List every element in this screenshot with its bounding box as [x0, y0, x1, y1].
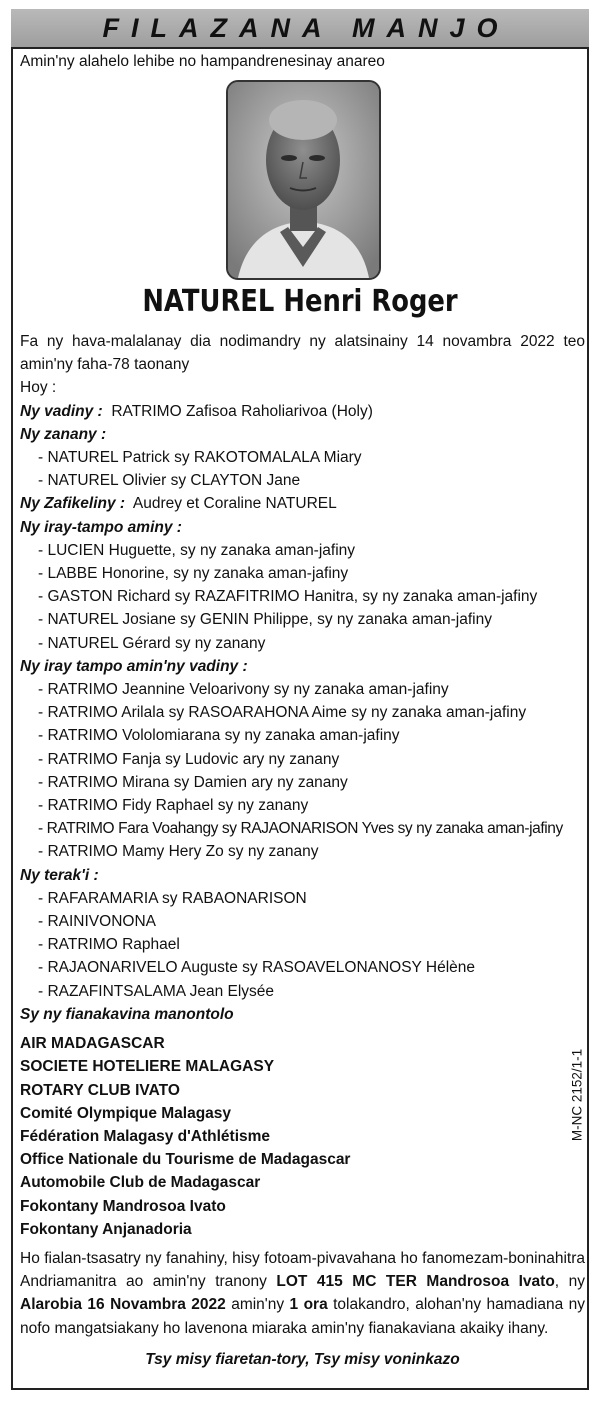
portrait-photo — [226, 80, 381, 280]
children-item: - NATUREL Patrick sy RAKOTOMALALA Miary — [38, 449, 362, 467]
deceased-name: NATUREL Henri Roger — [142, 284, 458, 319]
header-banner — [11, 9, 589, 49]
spouse-siblings-item: - RATRIMO Mamy Hery Zo sy ny zanany — [38, 843, 319, 861]
grandchildren-line — [20, 492, 585, 515]
siblings-item: - NATUREL Josiane sy GENIN Philippe, sy ny zanaka aman-jafiny — [38, 611, 492, 629]
organization-item: AIR MADAGASCAR — [20, 1035, 165, 1053]
organization-item: Fokontany Anjanadoria — [20, 1220, 192, 1238]
reference-code: M-NC 2152/1-1 — [569, 1048, 585, 1142]
closing-paragraph — [20, 1247, 585, 1340]
spouse-name: RATRIMO Zafisoa Raholiarivoa (Holy) — [111, 402, 373, 420]
siblings-item: - LABBE Honorine, sy ny zanaka aman-jafiny — [38, 565, 349, 583]
closing-text: , ny — [554, 1273, 585, 1291]
relatives-item: - RAINIVONONA — [38, 913, 156, 931]
relatives-item: - RAJAONARIVELO Auguste sy RASOAVELONANOSY Hélène — [38, 959, 476, 977]
family-line: Sy ny fianakavina manontolo — [20, 1005, 234, 1023]
organization-item: Fédération Malagasy d'Athlétisme — [20, 1127, 271, 1145]
spouse-siblings-item: - RATRIMO Vololomiarana sy ny zanaka aman-jafiny — [38, 727, 400, 745]
organization-item: Office Nationale du Tourisme de Madagascar — [20, 1151, 351, 1169]
closing-date: Alarobia 16 Novambra 2022 — [20, 1296, 226, 1314]
spouse-siblings-item: - RATRIMO Jeannine Veloarivony sy ny zanaka aman-jafiny — [38, 681, 449, 699]
siblings-item: - NATUREL Gérard sy ny zanany — [38, 634, 266, 652]
closing-location: LOT 415 MC TER Mandrosoa Ivato — [276, 1273, 555, 1291]
spouse-siblings-label: Ny iray tampo amin'ny vadiny : — [20, 657, 248, 675]
siblings-item: - LUCIEN Huguette, sy ny zanaka aman-jafiny — [38, 541, 356, 559]
organizations-list — [20, 1032, 585, 1241]
siblings-item: - GASTON Richard sy RAZAFITRIMO Hanitra, sy ny zanaka aman-jafiny — [38, 588, 538, 606]
spouse-label: Ny vadiny : — [20, 402, 103, 420]
organization-item: Fokontany Mandrosoa Ivato — [20, 1197, 226, 1215]
organization-item: SOCIETE HOTELIERE MALAGASY — [20, 1058, 275, 1076]
grandchildren-names: Audrey et Coraline NATUREL — [132, 495, 337, 513]
notice-body — [20, 330, 585, 1386]
spouse-siblings-item: - RATRIMO Fanja sy Ludovic ary ny zanany — [38, 750, 340, 768]
spouse-siblings-item: - RATRIMO Fara Voahangy sy RAJAONARISON Yves sy ny zanaka aman-jafiny — [38, 820, 563, 838]
relatives-item: - RAFARAMARIA sy RABAONARISON — [38, 889, 307, 907]
closing-time: 1 ora — [289, 1296, 328, 1314]
siblings-label: Ny iray-tampo aminy : — [20, 518, 182, 536]
hoy-line: Hoy : — [20, 379, 57, 397]
closing-text: Ho fialan-tsasatry ny fanahiny, hisy fotoam-pivavahana ho fanomezam-boninahitra Andriamanitra ao amin'ny tranony — [20, 1249, 585, 1291]
organization-item: ROTARY CLUB IVATO — [20, 1081, 180, 1099]
announcement-text: Fa ny hava-malalanay dia nodimandry ny alatsinainy 14 novambra 2022 teo amin'ny faha-78 taonany — [20, 333, 585, 374]
organization-item: Automobile Club de Madagascar — [20, 1174, 261, 1192]
relatives-label: Ny terak'i : — [20, 866, 99, 884]
relatives-item: - RAZAFINTSALAMA Jean Elysée — [38, 982, 275, 1000]
final-line: Tsy misy fiaretan-tory, Tsy misy voninkazo — [145, 1350, 460, 1368]
spouse-siblings-item: - RATRIMO Fidy Raphael sy ny zanany — [38, 797, 309, 815]
organization-item: Comité Olympique Malagasy — [20, 1104, 232, 1122]
grandchildren-label: Ny Zafikeliny : — [20, 495, 126, 513]
closing-text: amin'ny — [225, 1296, 290, 1314]
spouse-siblings-item: - RATRIMO Arilala sy RASOARAHONA Aime sy ny zanaka aman-jafiny — [38, 704, 527, 722]
spouse-line — [20, 400, 585, 423]
header-title: FILAZANA MANJO — [102, 12, 510, 43]
portrait-image — [228, 82, 379, 278]
relatives-item: - RATRIMO Raphael — [38, 936, 180, 954]
spouse-siblings-item: - RATRIMO Mirana sy Damien ary ny zanany — [38, 773, 348, 791]
closing-text: tolakandro, alohan'ny hamadiana ny nofo mangatsiakany ho lavenona miaraka amin'ny fianakaviana akaiky ihany. — [20, 1296, 585, 1337]
children-item: - NATUREL Olivier sy CLAYTON Jane — [38, 472, 301, 490]
intro-text: Amin'ny alahelo lehibe no hampandrenesinay anareo — [20, 53, 385, 70]
children-label: Ny zanany : — [20, 425, 107, 443]
